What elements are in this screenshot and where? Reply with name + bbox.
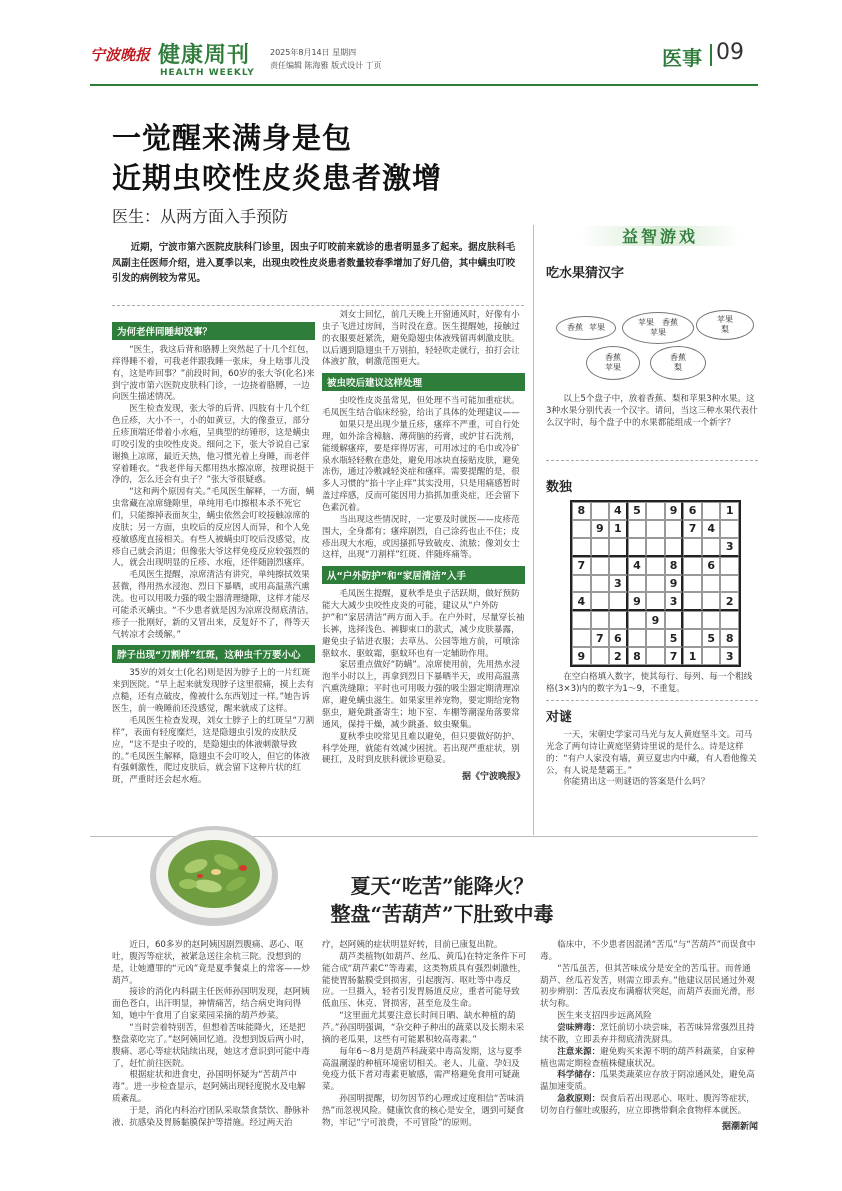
tip-value: 瓜果类蔬菜应存放于阴凉通风处，避免高温加速变质。 (540, 1070, 755, 1093)
sudoku-cell[interactable] (572, 629, 591, 647)
sudoku-cell: 8 (720, 629, 739, 647)
paper-logo: 宁波晚报 (90, 46, 151, 64)
sudoku-cell[interactable] (572, 520, 591, 538)
sudoku-cell[interactable] (646, 502, 665, 520)
lead-text: 近期，宁波市第六医院皮肤科门诊里，因虫子叮咬前来就诊的患者明显多了起来。据皮肤科毛凤副主任医师介绍，进入夏季以来，出现虫咬性皮炎患者数量较春季增加了好几倍，其中螨虫叮咬引发的病例较为常见。 (112, 242, 516, 285)
masthead (90, 38, 760, 84)
sudoku-cell[interactable] (646, 592, 665, 611)
tip-item (540, 1070, 758, 1094)
games-sidebar (540, 222, 760, 834)
sudoku-cell[interactable] (702, 538, 721, 557)
story1-col2 (322, 310, 525, 782)
sudoku-cell: 9 (646, 611, 665, 629)
story2-headline (292, 872, 592, 928)
games-banner-text: 益智游戏 (621, 227, 698, 246)
fruit: 苹果 (605, 363, 621, 372)
sudoku-cell: 8 (665, 557, 684, 575)
story2-source: 据潮新闻 (721, 1121, 758, 1132)
games-divider-1 (546, 460, 758, 461)
sudoku-cell[interactable] (591, 592, 610, 611)
sudoku-cell[interactable] (609, 538, 628, 557)
sudoku-cell: 9 (591, 520, 610, 538)
sudoku-cell: 9 (665, 575, 684, 593)
s2c1-para: 近日，60多岁的赵阿姨因剧烈腹痛、恶心、呕吐，腹泻等症状，被紧急送往余杭三院。没想到的是，让她遭罪的“元凶”竟是夏季餐桌上的常客——炒葫芦。 (112, 940, 310, 986)
tip-item (540, 1023, 758, 1047)
s3-title: 被虫咬后建议这样处理 (322, 373, 525, 391)
sudoku-cell: 7 (572, 557, 591, 575)
sudoku-cell[interactable] (646, 647, 665, 665)
s2c3-para: 医生来支招四步远离风险 (557, 1011, 652, 1022)
section-divider (710, 44, 712, 66)
sudoku-cell: 5 (628, 502, 647, 520)
tip-value: 误食后若出现恶心、呕吐、腹泻等症状，切勿自行催吐或服药，应立即携带剩余食物样本就医。 (540, 1094, 755, 1117)
sudoku-cell[interactable] (591, 557, 610, 575)
plate-2 (622, 312, 694, 344)
fruit: 苹果 (589, 323, 605, 333)
fruit-title: 吃水果猜汉字 (546, 266, 625, 281)
s2c3-para: 临床中，不少患者因混淆“苦瓜”与“苦葫芦”而误食中毒。 (540, 940, 756, 962)
brand-title: 健康周刊 (158, 43, 251, 68)
sudoku-cell[interactable] (591, 647, 610, 665)
sudoku-cell: 4 (628, 557, 647, 575)
fruit: 梨 (674, 363, 682, 372)
plate-5 (650, 346, 706, 380)
tip-value: 避免购买来源不明的葫芦科蔬菜，自家种植也需定期检查植株健康状况。 (540, 1046, 755, 1069)
riddle-title: 对谜 (546, 710, 573, 725)
column-rule (533, 225, 534, 835)
s4-para: 家居重点做好“防螨”。凉席使用前，先用热水浸泡半小时以上，再拿到烈日下暴晒半天，或用高温蒸汽熏洗缝隙；平时也可用吸力强的吸尘器定期清理凉席，避免螨虫滋生。如果家里养宠物，要定期给宠物驱虫，避免跳蚤寄生；地下室、车棚等潮湿角落要常通风，保持干燥，减少跳蚤、蚊虫聚集。 (322, 660, 520, 730)
sudoku-cell[interactable] (646, 629, 665, 647)
sudoku-cell[interactable] (572, 611, 591, 629)
sudoku-cell: 6 (683, 502, 702, 520)
sudoku-cell: 8 (628, 647, 647, 665)
sudoku-cell: 3 (720, 538, 739, 557)
date-line: 2025年8月14日 星期四 (270, 48, 357, 57)
s4-para: 毛凤医生提醒，夏秋季是虫子活跃期，做好预防能大大减少虫咬性皮炎的可能，建议从“户外防护”和“家居清洁”两方面入手。在户外时，尽量穿长袖长裤，选择浅色、裤脚束口的款式，减少皮肤暴露，避免虫子钻进衣服；去草丛、公园等地方前，可喷涂驱蚊水、驱蚊霜，驱蚊环也有一定辅助作用。 (322, 589, 525, 659)
riddle-text (546, 730, 758, 789)
sudoku-cell: 1 (683, 647, 702, 665)
sudoku-cell[interactable] (683, 592, 702, 611)
s2-para: 毛凤医生检查发现，刘女士脖子上的红斑呈“刀割样”，表面有轻度糜烂，这是隐翅虫引发的皮肤反应，“这不是虫子咬的，是隐翅虫的体液刺激导致的。”毛凤医生解释，隐翅虫不会叮咬人，但它的体液有强刺激性，爬过皮肤后，就会留下这种片状的红斑，严重时还会起水疱。 (112, 715, 315, 786)
sudoku-cell: 3 (665, 592, 684, 611)
s1-para: 医生检查发现，张大爷的后背、四肢有十几个红色丘疹，大小不一，小的如黄豆，大的像蚕豆，部分丘疹顶端还带着小水疱，呈典型的纺锤形，这是螨虫叮咬引发的虫咬性皮炎。细问之下，张大爷说自己家谢换上凉席，最近天热，他习惯光着上身睡，而老伴穿着睡衣。“我老伴每天都用热水擦凉席，按理说挺干净的，怎么还会有虫子？”张大爷很疑惑。 (112, 404, 315, 486)
sudoku-cell[interactable] (720, 575, 739, 593)
s4-title: 从“户外防护”和“家居清洁”入手 (322, 566, 525, 584)
sudoku-cell[interactable] (628, 538, 647, 557)
fruit-text (546, 394, 758, 430)
story1-subhead: 医生：从两方面入手预防 (112, 207, 289, 226)
s2c2-para: “这里面尤其要注意长时间日晒、缺水种植的葫芦。”孙国明强调，“杂交种子种出的蔬菜以及长期未采摘的老瓜果，这些有可能累积较高毒素。” (322, 1011, 525, 1045)
sudoku-cell: 9 (665, 502, 684, 520)
s1-para: “这和两个原因有关。”毛凤医生解释，一方面，螨虫常藏在凉席缝隙里，单纯用毛巾擦根本杀不死它们，只能擦掉表面灰尘，螨虫依然会叮咬接触凉席的皮肤；另一方面，虫咬后的反应因人而异，和个人免疫敏感度直接相关。有些人被螨虫叮咬后没感觉，皮疹自己就会消退；但像张大爷这样免疫反应较强烈的人，就会出现明显的丘疹、水疱，还伴随剧烈瘙痒。 (112, 487, 315, 569)
story1-headline-line1: 一觉醒来满身是包 (112, 121, 353, 155)
sudoku-text (546, 672, 758, 696)
sudoku-cell: 2 (609, 647, 628, 665)
s2-title: 脖子出现“刀割样”红斑，这种虫千万要小心 (112, 645, 315, 663)
s3-para: 虫咬性皮炎虽常见，但处理不当可能加重症状。毛凤医生结合临床经验，给出了具体的处理建议—— (322, 396, 520, 419)
sudoku-cell[interactable] (683, 557, 702, 575)
s3-para: 如果只是出现少量丘疹，瘙痒不严重，可自行处理，如外涂含樟脑、薄荷脑的药膏，或炉甘石洗剂，能缓解瘙痒，要是痒得厉害，可用冰过的毛巾或冷矿泉水瓶轻轻敷在患处，避免用冰块直接贴皮肤，避免冻伤，通过冷敷减轻炎症和瘙痒。需要提醒的是，很多人习惯的“掐十字止痒”其实没用，只是用痛感暂时盖过痒感，反而可能因用力掐抓加重炎症，还会留下色素沉着。 (322, 420, 520, 514)
sudoku-cell[interactable] (683, 611, 702, 629)
s2c2-para: 每年6～8月是葫芦科蔬菜中毒高发期，这与夏季高温潮湿的种植环境密切相关。老人、儿童、孕妇及免疫力低下者对毒素更敏感，需严格避免食用可疑蔬菜。 (322, 1046, 522, 1093)
sudoku-cell[interactable] (591, 575, 610, 593)
sudoku-cell[interactable] (702, 502, 721, 520)
sudoku-cell: 7 (665, 647, 684, 665)
s1-title: 为何老伴同睡却没事？ (112, 322, 315, 340)
page-number: 09 (716, 40, 744, 65)
s2c1-para: 于是，消化内科治疗团队采取禁食禁饮、静脉补液、抗感染及胃肠黏膜保护等措施。经过两天治 (112, 1106, 310, 1128)
masthead-rule (90, 84, 758, 86)
sudoku-cell[interactable] (720, 557, 739, 575)
sudoku-cell[interactable] (609, 557, 628, 575)
story2-headline-line2: 整盘“苦葫芦”下肚致中毒 (330, 902, 554, 926)
sudoku-cell: 1 (720, 502, 739, 520)
sudoku-cell[interactable] (683, 538, 702, 557)
sudoku-cell: 3 (720, 647, 739, 665)
sudoku-cell[interactable] (609, 592, 628, 611)
sudoku-cell[interactable] (628, 611, 647, 629)
sudoku-cell: 3 (609, 575, 628, 593)
sudoku-cell[interactable] (720, 611, 739, 629)
story2-col1 (112, 940, 312, 1130)
sudoku-cell: 4 (609, 502, 628, 520)
sudoku-cell[interactable] (572, 575, 591, 593)
sudoku-cell: 9 (628, 592, 647, 611)
s2c2-para: 疗，赵阿姨的症状明显好转，目前已康复出院。 (322, 940, 503, 950)
sudoku-cell[interactable] (572, 538, 591, 557)
sudoku-cell[interactable] (702, 647, 721, 665)
lead-divider (112, 305, 524, 306)
sudoku-cell[interactable] (591, 502, 610, 520)
tip-key: 科学储存： (557, 1070, 601, 1081)
sudoku-cell[interactable] (591, 611, 610, 629)
section-name: 医事 (662, 46, 702, 70)
sudoku-cell[interactable] (646, 557, 665, 575)
story1-headline-line2: 近期虫咬性皮炎患者激增 (112, 161, 443, 195)
fruit-para: 以上5个盘子中，放着香蕉、梨和苹果3种水果。这3种水果分别代表一个汉字。请问，当这三种水果代表什么汉字时，每个盘子中的水果都能组成一个新字？ (546, 394, 758, 428)
tip-item (540, 1047, 758, 1071)
sudoku-cell[interactable] (646, 520, 665, 538)
plate-1 (556, 316, 616, 340)
c2-para: 刘女士回忆，前几天晚上开窗通风时，好像有小虫子飞进过房间，当时没在意。医生提醒她，接触过的衣服要赶紧洗，避免隐翅虫体液残留再刺激皮肤。以后遇到隐翅虫千万别拍，轻轻吹走就行，拍打会让体液扩散，刺激范围更大。 (322, 310, 520, 368)
sudoku-cell: 4 (702, 520, 721, 538)
s2c1-para: “当时尝着特别苦，但想着苦味能降火，还是把整盘菜吃完了。”赵阿姨回忆道。没想到饭后两小时，腹痛、恶心等症状陆续出现，她这才意识到可能中毒了，赶忙前往医院。 (112, 1023, 310, 1069)
sudoku-cell: 2 (720, 592, 739, 611)
sudoku-cell: 9 (572, 647, 591, 665)
sudoku-cell: 4 (572, 592, 591, 611)
tip-key: 急救原则： (557, 1094, 601, 1105)
bitter-gourd-dish-image (148, 818, 280, 928)
plate-3 (696, 310, 754, 340)
fruit: 苹果 (638, 318, 654, 328)
s1-para: “医生，我这后背和胳膊上突然起了十几个红包，痒得睡不着，可我老伴跟我睡一张床，身上啥事儿没有，这是咋回事？”前段时间，60岁的张大爷(化名)来到宁波市第六医院皮肤科门诊，一边挠着胳膊，一边向医生描述情况。 (112, 345, 315, 403)
sudoku-cell: 7 (591, 629, 610, 647)
story1-lead (112, 240, 524, 287)
s3-para: 当出现这些情况时，一定要及时就医——皮疹范围大，全身都有；瘙痒剧烈，自己涂药也止不住；皮疹出现大水疱，或因搔抓导致破皮、流脓；像刘女士这样，出现“刀割样”红斑、伴随疼痛等。 (322, 514, 520, 561)
s2c2-para: 孙国明提醒，切勿因节约心理或过度相信“苦味消热”而忽视风险。健康饮食的核心是安全，遇到可疑食物，牢记“宁可浪费，不可冒险”的原则。 (322, 1094, 525, 1128)
s2c1-para: 接诊的消化内科副主任医师孙国明发现，赵阿姨面色苍白，出汗明显，神情痛苦，结合病史询问得知，她中午食用了自家菜园采摘的葫芦炒菜。 (112, 987, 310, 1022)
sudoku-cell[interactable] (646, 575, 665, 593)
story1-headline (112, 118, 532, 227)
sudoku-cell[interactable] (702, 592, 721, 611)
story2-col2 (322, 940, 528, 1130)
sudoku-cell[interactable] (683, 629, 702, 647)
fruit: 梨 (721, 325, 729, 334)
s4-para: 夏秋季虫咬常见且难以避免，但只要做好防护、科学处理，就能有效减少困扰。若出现严重症状，别硬扛，及时到皮肤科就诊更稳妥。 (322, 731, 520, 766)
s2-para: 35岁的刘女士(化名)则是因为脖子上的一片红斑来到医院。“早上起来就发现脖子这里很痛，摸上去有点糙，还有点破皮，像被什么东西划过一样。”她告诉医生，前一晚睡前还没感觉，醒来就成了这样。 (112, 668, 315, 715)
riddle-question: 你能猜出这一则谜语的答案是什么吗？ (563, 777, 710, 788)
story2-headline-line1: 夏天“吃苦”能降火？ (350, 874, 534, 898)
tip-item (540, 1094, 758, 1118)
sudoku-cell: 8 (572, 502, 591, 520)
fruit: 香蕉 (670, 353, 686, 363)
fruit: 苹果 (717, 315, 733, 325)
fruit: 苹果 (650, 328, 666, 337)
story2-col3 (540, 940, 758, 1132)
sudoku-cell[interactable] (628, 629, 647, 647)
tip-key: 注意来源： (557, 1046, 601, 1057)
sudoku-cell: 5 (702, 629, 721, 647)
sudoku-cell: 1 (609, 520, 628, 538)
editor-line: 责任编辑 陈海雅 版式设计 丁页 (270, 61, 382, 70)
fruit: 香蕉 (567, 323, 583, 333)
sudoku-cell[interactable] (665, 538, 684, 557)
plate-4 (586, 346, 640, 380)
tip-key: 尝味辨毒： (557, 1023, 601, 1034)
fruit-plates (546, 310, 756, 382)
sudoku-grid (570, 500, 741, 667)
fruit: 香蕉 (662, 318, 678, 328)
sudoku-cell: 6 (609, 629, 628, 647)
s2c2-para: 葫芦类植物(如葫芦、丝瓜、黄瓜)在特定条件下可能合成“葫芦素C”等毒素，这类物质具有强烈刺激性，能使胃肠黏膜受到损害，引起腹泻、呕吐等中毒反应。一旦摄入，轻者引发胃肠道反应，重者可能导致低血压、休克、肾损害，甚至危及生命。 (322, 951, 527, 1010)
sudoku-cell[interactable] (702, 611, 721, 629)
sudoku-cell[interactable] (591, 538, 610, 557)
sudoku-cell[interactable] (628, 520, 647, 538)
sudoku-cell[interactable] (628, 575, 647, 593)
sudoku-cell[interactable] (609, 611, 628, 629)
story1-col1 (112, 318, 315, 787)
sudoku-cell: 5 (665, 629, 684, 647)
sudoku-cell[interactable] (720, 520, 739, 538)
sudoku-cell[interactable] (702, 575, 721, 593)
sudoku-cell[interactable] (646, 538, 665, 557)
tip-value: 烹饪前切小块尝味，若苦味异常强烈且持续不散，立即丢弃并彻底清洗厨具。 (540, 1023, 755, 1045)
dish-illustration (148, 818, 280, 928)
brand-en: HEALTH WEEKLY (160, 68, 255, 78)
s2c1-para: 根据症状和进食史，孙国明怀疑为“苦葫芦中毒”。进一步检查显示，赵阿姨出现轻度脱水及电解质紊乱。 (112, 1070, 306, 1105)
games-divider-2 (546, 700, 758, 701)
story1-source: 据《宁波晚报》 (461, 772, 525, 783)
s1-para: 毛凤医生提醒，凉席清洁有讲究，单纯擦拭效果甚微，得用热水浸泡、烈日下暴晒，或用高温蒸汽熏洗。也可以用吸力强的吸尘器清理缝隙，这样才能尽可能杀灭螨虫。“不少患者就是因为凉席没彻底清洁，疹子一批刚好，新的又冒出来，反复好不了，得等天气转凉才会缓解。” (112, 570, 315, 640)
sudoku-title: 数独 (546, 480, 573, 495)
s2c3-para: “苦瓜虽苦，但其苦味成分是安全的苦瓜苷。而普通葫芦、丝瓜若发苦，则需立即丢弃。”他建议居民通过外观初步辨别：苦瓜表皮布满瘤状突起，而葫芦表面光滑，形状匀称。 (540, 963, 755, 1010)
sudoku-cell[interactable] (683, 575, 702, 593)
sudoku-cell[interactable] (665, 611, 684, 629)
riddle-para: 一天，宋朝史学家司马光与友人黄庭坚斗文。司马光念了两句诗让黄庭坚猜诗里说的是什么。诗是这样的：“有户人家没有墙，黄豆夏忠内中藏，有人看他像关公，有人说是楚霸王。” (546, 730, 757, 776)
fruit: 香蕉 (605, 353, 621, 363)
sudoku-cell: 7 (683, 520, 702, 538)
sudoku-cell: 6 (702, 557, 721, 575)
sudoku-para: 在空白格填入数字，使其每行、每列、每一个粗线格(3×3)内的数字为1～9，不重复。 (546, 672, 753, 694)
sudoku-cell[interactable] (665, 520, 684, 538)
